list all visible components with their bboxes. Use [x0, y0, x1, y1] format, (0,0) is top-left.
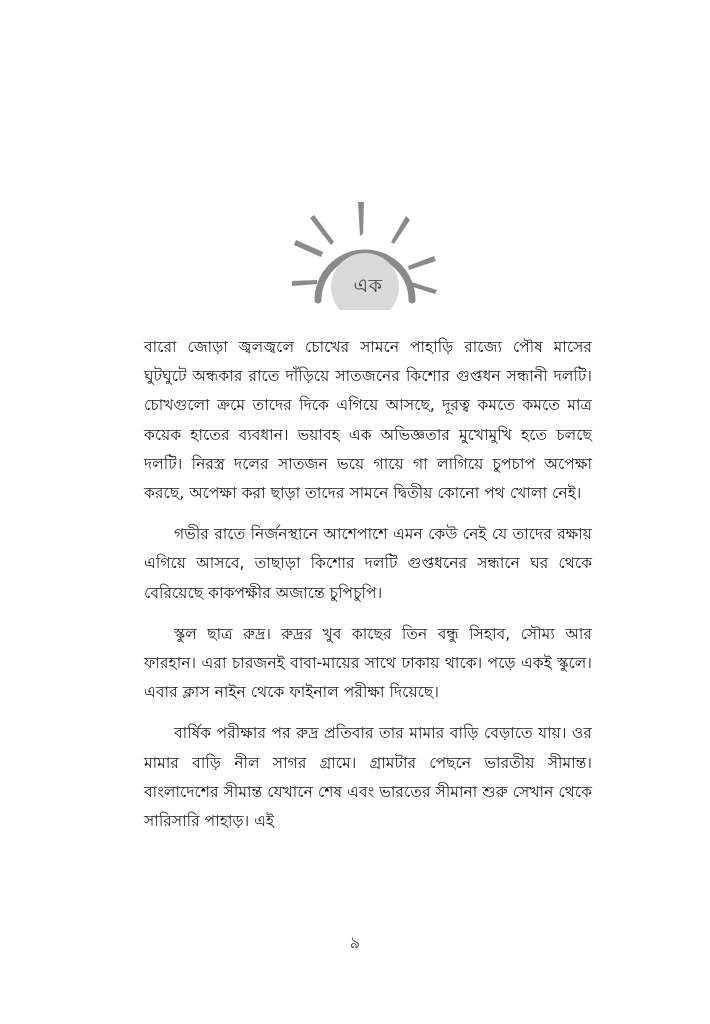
chapter-title: এক — [353, 275, 383, 297]
paragraph-1: বারো জোড়া জ্বলজ্বলে চোখের সামনে পাহাড়ি রাজ্যে পৌষ মাসের ঘুটঘুটে অন্ধকার রাতে দাঁড়িয়ে সাতজনের কিশোর গুপ্তধন সন্ধানী দলটি। চোখগুলো ক্রমে তাদের দিকে এগিয়ে আসছে, দূরত্ব কমতে কমতে মাত্র কয়েক হাতের ব্যবধান। ভয়াবহ এক অভিজ্ঞতার মুখোমুখি হতে চলছে দলটি। নিরস্ত্র দলের সাতজন ভয়ে গায়ে গা লাগিয়ে চুপচাপ অপেক্ষা করছে, অপেক্ষা করা ছাড়া তাদের সামনে দ্বিতীয় কোনো পথ খোলা নেই। — [144, 338, 592, 503]
paragraph-3: স্কুল ছাত্র রুদ্র। রুদ্রর খুব কাছের তিন বন্ধু সিহাব, সৌম্য আর ফারহান। এরা চারজনই বাবা-মায়ের সাথে ঢাকায় থাকে। পড়ে একই স্কুলে। এবার ক্লাস নাইন থেকে ফাইনাল পরীক্ষা দিয়েছে। — [144, 624, 592, 702]
paragraph-4: বার্ষিক পরীক্ষার পর রুদ্র প্রতিবার তার মামার বাড়ি বেড়াতে যায়। ওর মামার বাড়ি নীল সাগর গ্রামে। গ্রামটার পেছনে ভারতীয় সীমান্ত। বাংলাদেশের সীমান্ত যেখানে শেষ এবং ভারতের সীমানা শুরু সেখান থেকে সারিসারি পাহাড়। এই — [144, 724, 592, 831]
page-number: ৯ — [349, 933, 361, 952]
paragraph-2: গভীর রাতে নির্জনস্থানে আশেপাশে এমন কেউ নেই যে তাদের রক্ষায় এগিয়ে আসবে, তাছাড়া কিশোর দলটি গুপ্তধনের সন্ধানে ঘর থেকে বেরিয়েছে কাকপক্ষীর অজান্তে চুপিচুপি। — [144, 525, 592, 602]
chapter-body — [144, 333, 592, 848]
